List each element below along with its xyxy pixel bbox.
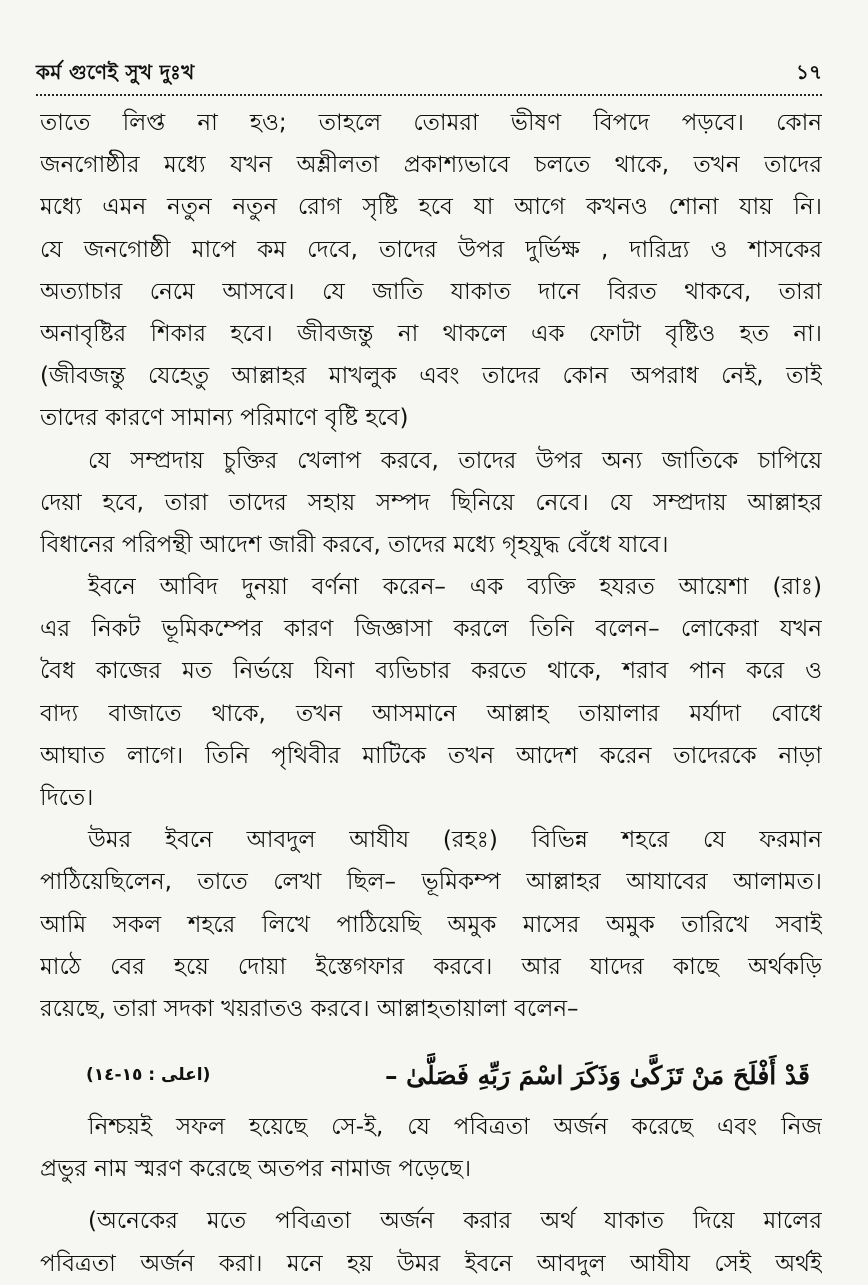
text-line: ইবনে আবিদ দুনয়া বর্ণনা করেন– এক ব্যক্তি হযরত আয়েশা (রাঃ)	[88, 574, 822, 601]
chapter-title: কর্ম গুণেই সুখ দুঃখ	[36, 60, 195, 84]
text-line: আমি সকল শহরে লিখে পাঠিয়েছি অমুক মাসের অমুক তারিখে সবাই	[40, 911, 822, 938]
translation-text	[40, 1106, 822, 1285]
text-line: দিতে।	[40, 785, 94, 811]
text-line: দেয়া হবে, তারা তাদের সহায় সম্পদ ছিনিয়ে নেবে। যে সম্প্রদায় আল্লাহর	[40, 489, 822, 516]
page-number: ১৭	[796, 60, 822, 84]
paragraph-gap	[40, 1190, 822, 1200]
text-line: আঘাত লাগে। তিনি পৃথিবীর মাটিকে তখন আদেশ করেন তাদেরকে নাড়া	[40, 742, 822, 769]
text-line: রয়েছে, তারা সদকা খয়রাতও করবে। আল্লাহতায়ালা বলেন–	[40, 995, 579, 1022]
quran-verse	[86, 1051, 810, 1099]
text-line: অনাবৃষ্টির শিকার হবে। জীবজন্তু না থাকলে এক ফোটা বৃষ্টিও হত না।	[40, 320, 822, 347]
verse-reference: (اعلى : ١٥-١٤)	[86, 1065, 211, 1085]
verse-arabic-text: قَدْ أَفْلَحَ مَنْ تَزَكَّىٰ وَذَكَرَ اسْمَ رَبِّهِ فَصَلَّىٰ –	[384, 1060, 810, 1090]
text-line: বৈধ কাজের মত নির্ভয়ে যিনা ব্যভিচার করতে থাকে, শরাব পান করে ও	[40, 658, 822, 685]
text-line: যে জনগোষ্ঠী মাপে কম দেবে, তাদের উপর দুর্ভিক্ষ , দারিদ্র্য ও শাসকের	[40, 236, 822, 263]
text-line: অত্যাচার নেমে আসবে। যে জাতি যাকাত দানে বিরত থাকবে, তারা	[40, 278, 822, 305]
text-line: নিশ্চয়ই সফল হয়েছে সে-ই, যে পবিত্রতা অর্জন করেছে এবং নিজ	[88, 1114, 822, 1140]
text-line: তাদের কারণে সামান্য পরিমাণে বৃষ্টি হবে)	[40, 405, 409, 432]
text-line: পাঠিয়েছিলেন, তাতে লেখা ছিল– ভূমিকম্প আল্লাহর আযাবের আলামত।	[40, 869, 822, 896]
text-line: পবিত্রতা অর্জন করা। মনে হয় উমর ইবনে আবদুল আযীয সেই অর্থই	[40, 1250, 822, 1277]
text-line: যে সম্প্রদায় চুক্তির খেলাপ করবে, তাদের উপর অন্য জাতিকে চাপিয়ে	[88, 447, 822, 474]
text-line: (অনেকের মতে পবিত্রতা অর্জন করার অর্থ যাকাত দিয়ে মালের	[88, 1208, 822, 1235]
running-header	[36, 56, 822, 96]
text-line: জনগোষ্ঠীর মধ্যে যখন অশ্লীলতা প্রকাশ্যভাবে চলতে থাকে, তখন তাদের	[40, 152, 822, 179]
main-text	[40, 102, 822, 1030]
text-line: বাদ্য বাজাতে থাকে, তখন আসমানে আল্লাহ তায়ালার মর্যাদা বোধে	[40, 700, 822, 727]
text-line: (জীবজন্তু যেহেতু আল্লাহর মাখলুক এবং তাদের কোন অপরাধ নেই, তাই	[40, 363, 822, 390]
text-line: বিধানের পরিপন্থী আদেশ জারী করবে, তাদের মধ্যে গৃহযুদ্ধ বেঁধে যাবে।	[40, 531, 669, 558]
text-line: এর নিকট ভূমিকম্পের কারণ জিজ্ঞাসা করলে তিনি বলেন– লোকেরা যখন	[40, 616, 822, 643]
text-line: তাতে লিপ্ত না হও; তাহলে তোমরা ভীষণ বিপদে পড়বে। কোন	[40, 110, 822, 136]
text-line: প্রভুর নাম স্মরণ করেছে অতপর নামাজ পড়েছে।	[40, 1156, 472, 1183]
text-line: মাঠে বের হয়ে দোয়া ইস্তেগফার করবে। আর যাদের কাছে অর্থকড়ি	[40, 953, 822, 980]
text-line: উমর ইবনে আবদুল আযীয (রহঃ) বিভিন্ন শহরে যে ফরমান	[88, 827, 822, 854]
text-line: মধ্যে এমন নতুন নতুন রোগ সৃষ্টি হবে যা আগে কখনও শোনা যায় নি।	[40, 194, 822, 221]
